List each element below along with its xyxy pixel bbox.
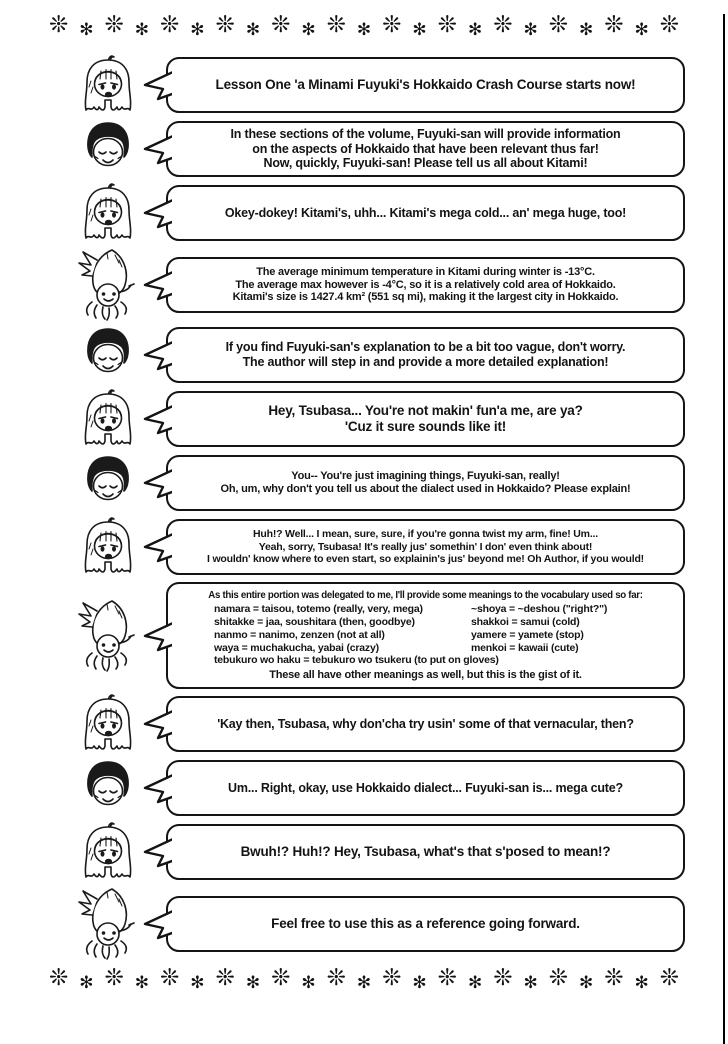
- speech-bubble: [166, 582, 685, 689]
- dialogue-row: [0, 759, 728, 817]
- dialogue-row: [0, 454, 728, 512]
- flower-icon: ❊: [437, 965, 457, 992]
- bubble-tail-icon: [142, 67, 172, 103]
- speech-bubble: [166, 696, 685, 752]
- bubble-text-line: You-- You're just imagining things, Fuyuki-san, really!: [291, 470, 560, 483]
- dialogue-row: [0, 182, 728, 244]
- flower-icon: ✻: [412, 20, 427, 40]
- flower-icon: ❊: [104, 965, 124, 992]
- flower-icon: ❊: [382, 12, 402, 38]
- tsubasa-avatar: [76, 120, 140, 178]
- tsubasa-avatar: [76, 759, 140, 817]
- flower-icon: ❊: [215, 965, 235, 992]
- bubble-text-line: Bwuh!? Huh!? Hey, Tsubasa, what's that s'posed to mean!?: [240, 844, 611, 860]
- flower-icon: ❊: [326, 12, 346, 38]
- fuyuki-face-icon: [79, 388, 137, 450]
- bubble-tail-icon: [142, 337, 172, 373]
- vocab-entry: yamere = yamete (stop): [471, 628, 584, 641]
- bubble-text-line: Lesson One 'a Minami Fuyuki's Hokkaido Crash Course starts now!: [215, 77, 636, 93]
- speech-bubble-wrap: [166, 696, 685, 752]
- bubble-text-line: 'Kay then, Tsubasa, why don'cha try usin' some of that vernacular, then?: [217, 716, 634, 731]
- flower-icon: ❊: [548, 965, 568, 992]
- vocab-entry: waya = muchakucha, yabai (crazy): [214, 641, 379, 654]
- flower-icon: ✻: [579, 973, 594, 994]
- bubble-tail-icon: [142, 131, 172, 167]
- flower-icon: ❊: [326, 965, 346, 992]
- speech-bubble: [166, 519, 685, 575]
- speech-bubble: [166, 391, 685, 447]
- speech-bubble-wrap: [166, 57, 685, 113]
- fuyuki-face-icon: [79, 182, 137, 244]
- dialogue-row: [0, 120, 728, 178]
- flower-icon: ❊: [659, 12, 680, 38]
- speech-bubble: [166, 121, 685, 177]
- flower-icon: ✻: [245, 20, 261, 40]
- bubble-text-line: The average max however is -4°C, so it is a relatively cold area of Hokkaido.: [235, 278, 616, 291]
- speech-bubble-wrap: [166, 391, 685, 447]
- speech-bubble-wrap: [166, 327, 685, 383]
- dialogue-row: [0, 693, 728, 755]
- bubble-tail-icon: [142, 618, 172, 654]
- author-avatar: [76, 599, 140, 673]
- dialogue-row: [0, 388, 728, 450]
- fuyuki-avatar: [76, 516, 140, 578]
- vocab-entry-wide: tebukuro wo haku = tebukuro wo tsukeru (to put on gloves): [214, 654, 499, 667]
- bubble-text-line: Huh!? Well... I mean, sure, sure, if you're gonna twist my arm, fine! Um...: [253, 528, 598, 541]
- flower-icon: ✻: [467, 20, 483, 40]
- flower-icon: ✻: [190, 973, 205, 994]
- flower-icon: ✻: [356, 973, 372, 994]
- speech-bubble: [166, 760, 685, 816]
- flower-icon: ✻: [523, 20, 538, 40]
- bubble-tail-icon: [142, 906, 172, 942]
- bubble-text-line: Yeah, sorry, Tsubasa! It's really jus' somethin' I don' even think about!: [258, 540, 593, 553]
- flower-icon: ✻: [579, 20, 594, 40]
- flower-icon: ✻: [301, 973, 316, 994]
- bubble-text-line: 'Cuz it sure sounds like it!: [344, 419, 507, 434]
- speech-bubble-wrap: [166, 760, 685, 816]
- vocab-entry: ~shoya = ~deshou ("right?"): [471, 603, 608, 616]
- speech-bubble: [166, 185, 685, 241]
- speech-bubble-wrap: [166, 519, 685, 575]
- page-edge-line: [723, 14, 726, 1044]
- flower-icon: ❊: [548, 12, 568, 38]
- author-squid-icon: [77, 887, 139, 961]
- speech-bubble: [166, 896, 685, 952]
- tsubasa-avatar: [76, 326, 140, 384]
- flower-icon: ❊: [659, 965, 680, 992]
- speech-bubble-wrap: [166, 824, 685, 880]
- tsubasa-face-icon: [81, 120, 135, 178]
- flower-icon: ✻: [134, 973, 149, 994]
- flower-icon: ❊: [437, 12, 457, 38]
- dialogue-rows: [0, 54, 728, 961]
- fuyuki-avatar: [76, 388, 140, 450]
- speech-bubble-wrap: [166, 896, 685, 952]
- dialogue-row: [0, 887, 728, 961]
- author-avatar: [76, 887, 140, 961]
- fuyuki-face-icon: [79, 54, 137, 116]
- flower-icon: ✻: [190, 20, 205, 40]
- speech-bubble: [166, 327, 685, 383]
- bubble-tail-icon: [142, 267, 172, 303]
- bubble-tail-icon: [142, 401, 172, 437]
- speech-bubble: [166, 455, 685, 511]
- vocab-columns: [214, 603, 673, 654]
- bubble-text-line: Feel free to use this as a reference going forward.: [271, 916, 580, 932]
- dialogue-row: [0, 326, 728, 384]
- flower-icon: ✻: [134, 20, 149, 40]
- speech-bubble-wrap: [166, 455, 685, 511]
- bubble-text-line: In these sections of the volume, Fuyuki-san will provide information: [230, 126, 621, 141]
- flower-icon: ✻: [79, 20, 94, 40]
- vocab-entry: menkoi = kawaii (cute): [471, 641, 579, 654]
- flower-icon: ❊: [271, 12, 291, 38]
- bubble-text-line: Um... Right, okay, use Hokkaido dialect... Fuyuki-san is... mega cute?: [228, 780, 623, 795]
- author-squid-icon: [77, 248, 139, 322]
- flower-icon: ❊: [48, 12, 69, 38]
- bubble-text-line: If you find Fuyuki-san's explanation to be a bit too vague, don't worry.: [225, 340, 626, 355]
- flower-icon: ✻: [245, 973, 261, 994]
- bubble-text-line: on the aspects of Hokkaido that have been relevant thus far!: [252, 141, 599, 156]
- flower-icon: ✻: [356, 20, 372, 40]
- bubble-text-line: Hey, Tsubasa... You're not makin' fun'a me, are ya?: [268, 403, 583, 419]
- flower-icon: ❊: [160, 965, 180, 992]
- bubble-tail-icon: [142, 465, 172, 501]
- speech-bubble: [166, 57, 685, 113]
- speech-bubble-wrap: [166, 257, 685, 313]
- flower-icon: ❊: [271, 965, 291, 992]
- fuyuki-avatar: [76, 821, 140, 883]
- flower-icon: ✻: [634, 20, 649, 40]
- bubble-tail-icon: [142, 770, 172, 806]
- speech-bubble-wrap: [166, 121, 685, 177]
- flower-icon: ❊: [604, 12, 624, 38]
- manga-page: [0, 14, 728, 1044]
- flower-icon: ❊: [493, 965, 513, 992]
- bubble-tail-icon: [142, 195, 172, 231]
- speech-bubble-wrap: [166, 582, 685, 689]
- dialogue-row: [0, 54, 728, 116]
- bubble-text-line: Okey-dokey! Kitami's, uhh... Kitami's mega cold... an' mega huge, too!: [224, 205, 627, 220]
- flower-icon: ✻: [523, 973, 538, 994]
- tsubasa-face-icon: [81, 759, 135, 817]
- dialogue-row: [0, 582, 728, 689]
- vocab-entry: nanmo = nanimo, zenzen (not at all): [214, 628, 385, 641]
- flower-icon: ❊: [104, 12, 124, 38]
- bubble-text-line: Oh, um, why don't you tell us about the dialect used in Hokkaido? Please explain!: [220, 483, 631, 495]
- decorative-border-top: [20, 14, 708, 48]
- fuyuki-avatar: [76, 693, 140, 755]
- vocab-entry: namara = taisou, totemo (really, very, mega): [214, 603, 423, 616]
- bubble-text-line: The author will step in and provide a more detailed explanation!: [242, 355, 609, 369]
- vocab-entry: shitakke = jaa, soushitara (then, goodbye): [214, 615, 415, 628]
- flower-icon: ❊: [215, 12, 235, 38]
- dialogue-row: [0, 821, 728, 883]
- speech-bubble: [166, 257, 685, 313]
- author-squid-icon: [77, 599, 139, 673]
- vocab-column-right: [471, 603, 673, 654]
- tsubasa-face-icon: [81, 326, 135, 384]
- dialogue-row: [0, 248, 728, 322]
- fuyuki-avatar: [76, 54, 140, 116]
- speech-bubble-wrap: [166, 185, 685, 241]
- flower-icon: ✻: [301, 20, 316, 40]
- fuyuki-avatar: [76, 182, 140, 244]
- bubble-tail-icon: [142, 706, 172, 742]
- bubble-tail-icon: [142, 529, 172, 565]
- flower-icon: ❊: [160, 12, 180, 38]
- vocab-footer-line: These all have other meanings as well, but this is the gist of it.: [269, 669, 582, 682]
- fuyuki-face-icon: [79, 821, 137, 883]
- flower-icon: ✻: [79, 973, 94, 994]
- speech-bubble: [166, 824, 685, 880]
- fuyuki-face-icon: [79, 516, 137, 578]
- vocab-intro-line: As this entire portion was delegated to me, I'll provide some meanings to the vocabulary used so far:: [208, 590, 643, 601]
- vocab-column-left: [214, 603, 471, 654]
- flower-icon: ✻: [467, 973, 483, 994]
- vocab-entry: shakkoi = samui (cold): [471, 615, 580, 628]
- bubble-text-line: Kitami's size is 1427.4 km² (551 sq mi), making it the largest city in Hokkaido.: [232, 291, 619, 304]
- flower-icon: ✻: [634, 973, 649, 994]
- author-avatar: [76, 248, 140, 322]
- dialogue-row: [0, 516, 728, 578]
- flower-icon: ❊: [382, 965, 402, 992]
- tsubasa-face-icon: [81, 454, 135, 512]
- flower-icon: ❊: [48, 965, 69, 992]
- bubble-text-line: I wouldn' know where to even start, so explainin's jus' beyond me! Oh Author, if you would!: [207, 553, 644, 566]
- tsubasa-avatar: [76, 454, 140, 512]
- bubble-text-line: Now, quickly, Fuyuki-san! Please tell us all about Kitami!: [263, 156, 588, 171]
- flower-icon: ❊: [604, 965, 624, 992]
- flower-icon: ✻: [412, 973, 427, 994]
- bubble-text-line: The average minimum temperature in Kitami during winter is -13°C.: [256, 265, 595, 278]
- fuyuki-face-icon: [79, 693, 137, 755]
- flower-icon: ❊: [493, 12, 513, 38]
- decorative-border-bottom: [20, 967, 708, 1001]
- bubble-tail-icon: [142, 834, 172, 870]
